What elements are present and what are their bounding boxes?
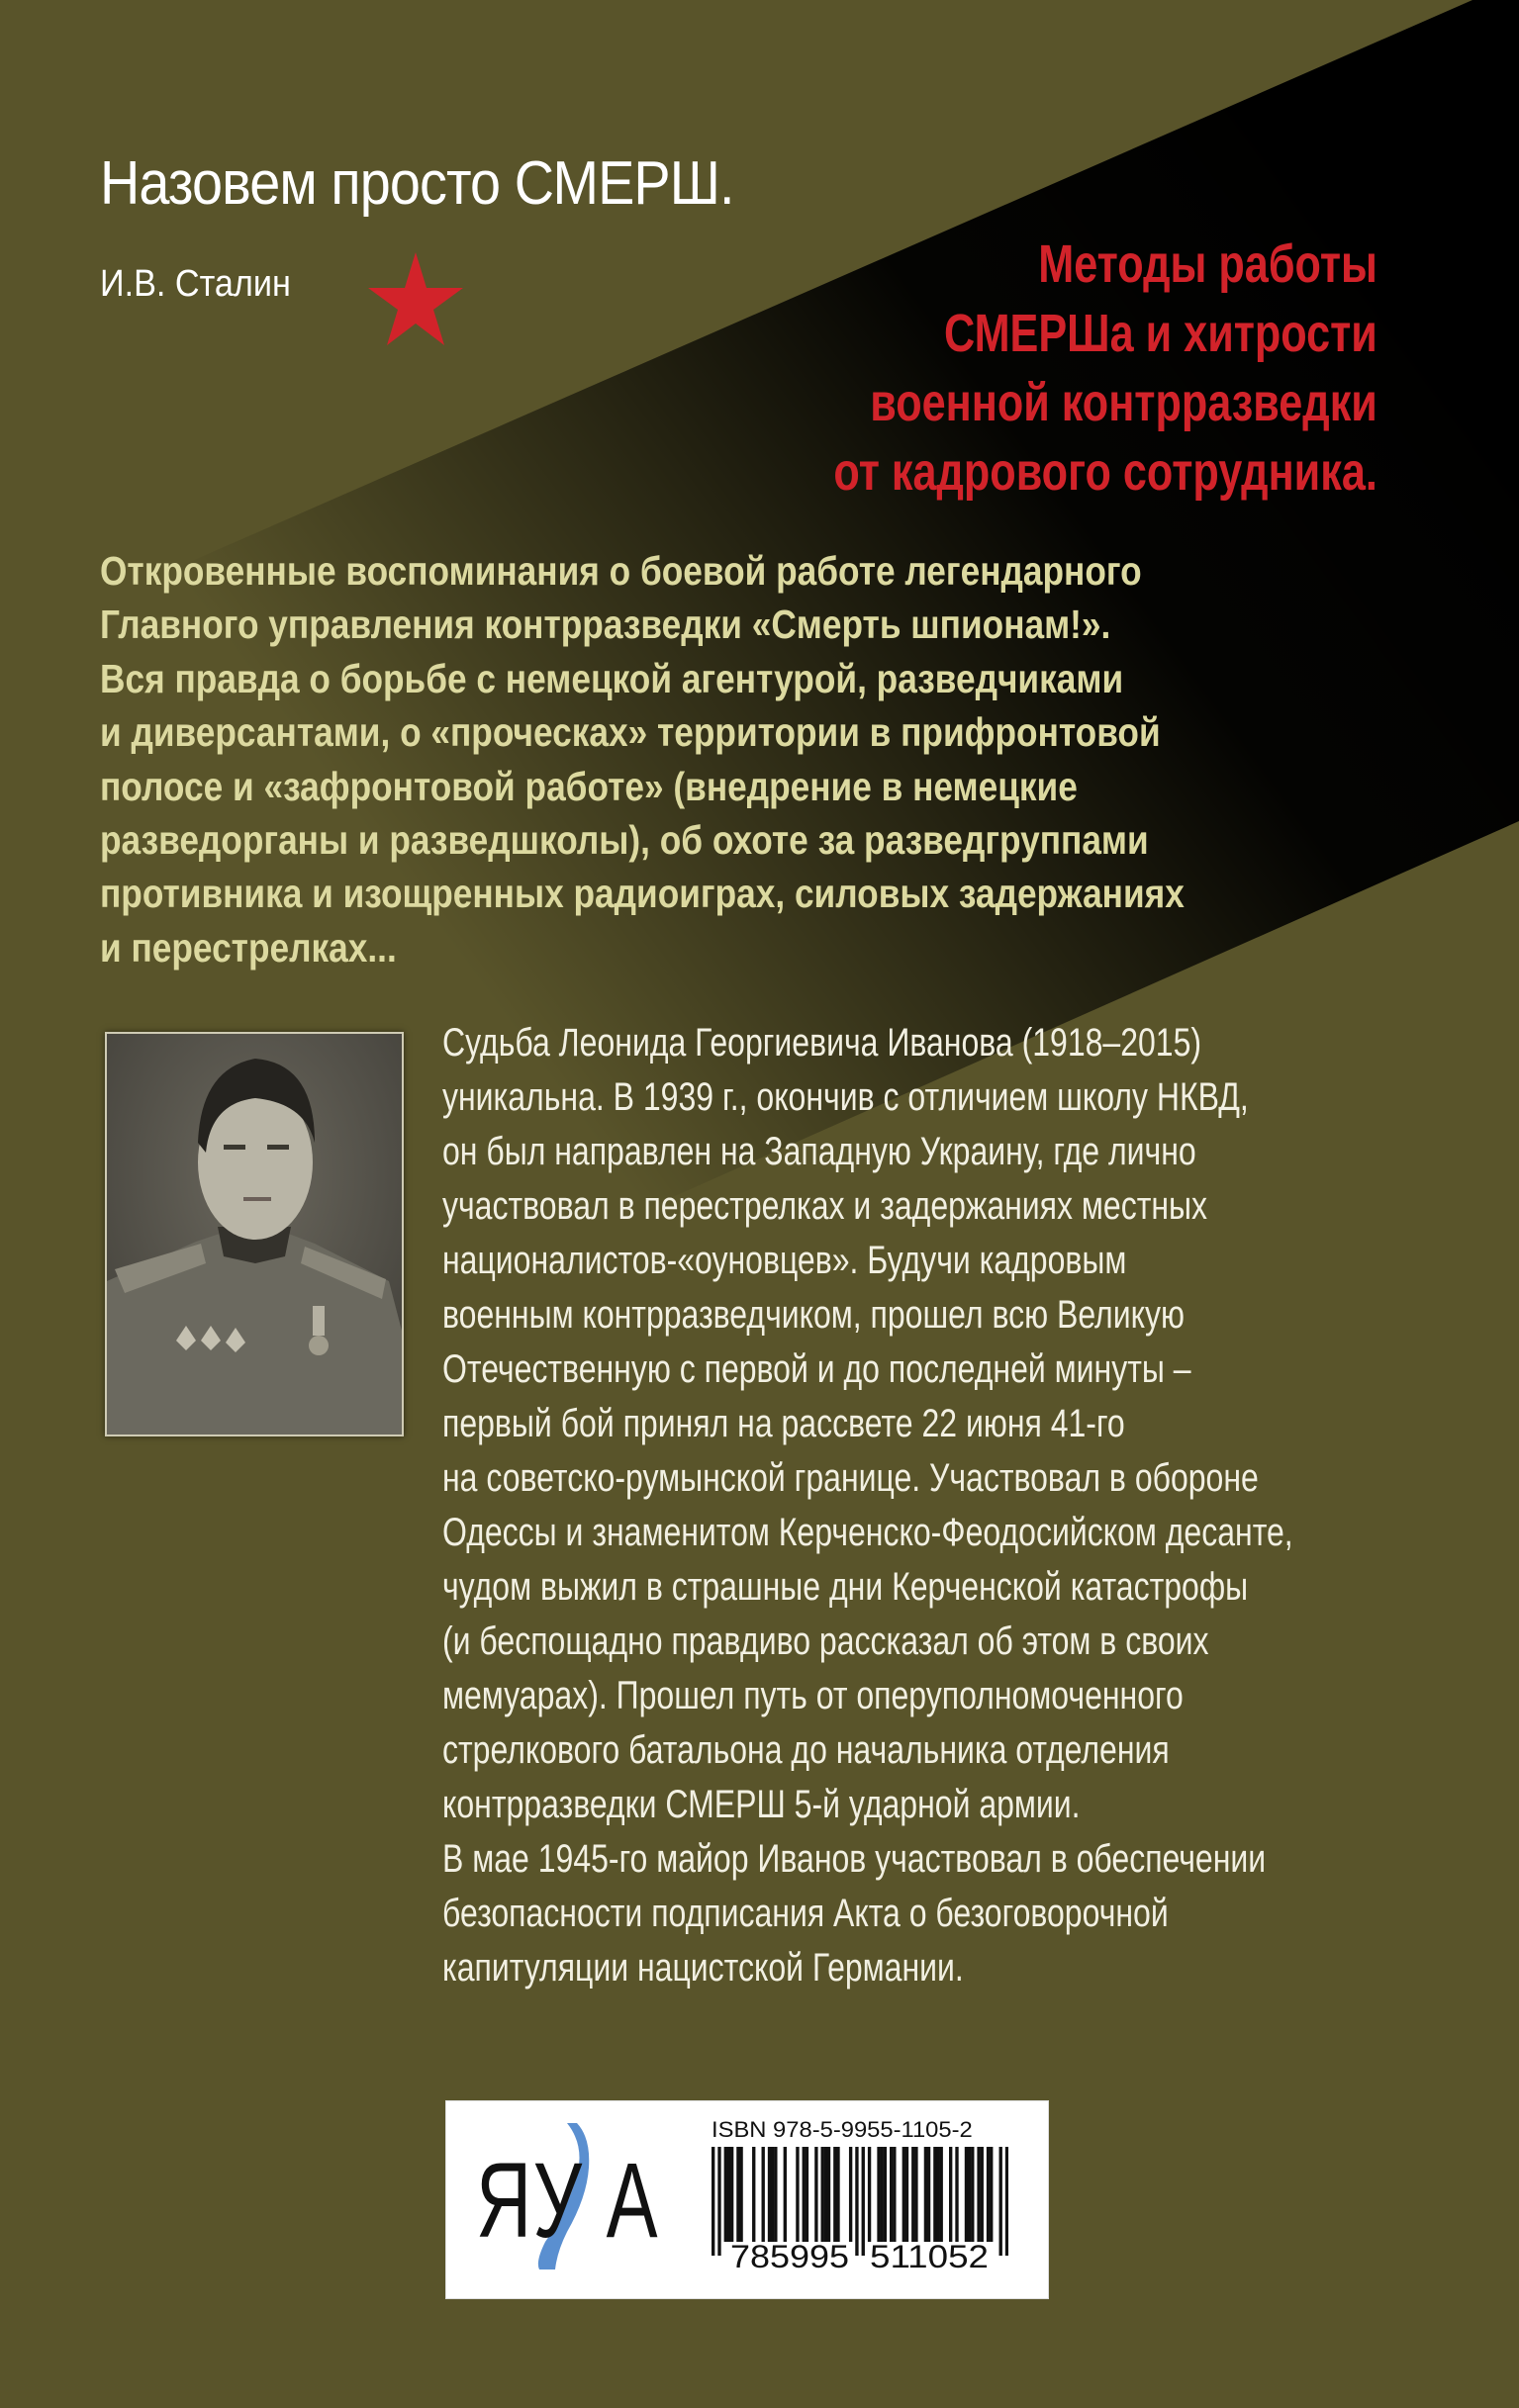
barcode-bar	[924, 2147, 927, 2242]
barcode-bar	[971, 2147, 974, 2242]
isbn-barcode-panel	[445, 2100, 1049, 2299]
bio-line: стрелкового батальона до начальника отделения	[442, 1728, 1170, 1772]
bio-line: участвовал в перестрелках и задержаниях местных	[442, 1184, 1208, 1228]
barcode-bar	[833, 2147, 836, 2242]
barcode-bar	[890, 2147, 893, 2242]
quote-author: И.В. Сталин	[100, 263, 291, 305]
tagline-line: военной контрразведки	[870, 373, 1377, 432]
barcode-bar	[905, 2147, 908, 2242]
bio-line: Одессы и знаменитом Керченско-Феодосийском десанте,	[442, 1511, 1293, 1554]
barcode-bar	[902, 2147, 905, 2242]
bio-line: первый бой принял на рассвете 22 июня 41-го	[442, 1402, 1125, 1445]
barcode-bar	[911, 2147, 914, 2242]
barcode-bar	[771, 2147, 774, 2242]
bio-line: националистов-«оуновцев». Будучи кадровым	[442, 1239, 1127, 1282]
barcode-bar	[803, 2147, 806, 2242]
barcode-bar	[824, 2147, 827, 2242]
barcode-bar	[999, 2147, 1002, 2256]
barcode-bar	[862, 2147, 865, 2256]
barcode-bar	[881, 2147, 884, 2242]
barcode-bar	[796, 2147, 799, 2242]
barcode-bar	[855, 2147, 858, 2256]
teaser-line: Главного управления контрразведки «Смерть шпионам!».	[100, 602, 1111, 648]
barcode-bar	[814, 2147, 817, 2242]
barcode-bar	[774, 2147, 777, 2242]
bio-line: В мае 1945-го майор Иванов участвовал в обеспечении	[442, 1837, 1267, 1881]
barcode-bar	[739, 2147, 742, 2242]
barcode-bar	[762, 2147, 765, 2242]
publisher-logo	[476, 2123, 664, 2271]
bio-line: капитуляции нацистской Германии.	[442, 1946, 964, 1990]
stalin-quote: Назовем просто СМЕРШ.	[100, 149, 734, 218]
bio-line: безопасности подписания Акта о безоговорочной	[442, 1892, 1169, 1935]
teaser-line: противника и изощренных радиоиграх, силовых задержаниях	[100, 871, 1185, 917]
barcode-bar	[768, 2147, 771, 2242]
bio-line: Судьба Леонида Георгиевича Иванова (1918–2015)	[442, 1021, 1202, 1065]
teaser-line: и диверсантами, о «проческах» территории в прифронтовой	[100, 709, 1161, 756]
tagline	[698, 230, 1377, 507]
barcode-bar	[784, 2147, 787, 2242]
barcode-bar	[955, 2147, 958, 2242]
tagline-line: от кадрового сотрудника.	[833, 442, 1377, 502]
barcode-bar	[914, 2147, 917, 2242]
barcode-bar	[936, 2147, 939, 2242]
bio-line: уникальна. В 1939 г., окончив с отличием школу НКВД,	[442, 1075, 1249, 1119]
bio-line: военным контрразведчиком, прошел всю Великую	[442, 1293, 1185, 1337]
barcode-bar	[836, 2147, 839, 2242]
teaser-paragraph	[100, 544, 1361, 974]
teaser-line: разведорганы и разведшколы), об охоте за разведгруппами	[100, 817, 1149, 864]
barcode-bar	[730, 2147, 733, 2242]
barcode-bar	[990, 2147, 993, 2242]
barcode-bar	[849, 2147, 852, 2242]
bio-line: Отечественную с первой и до последней минуты –	[442, 1347, 1191, 1391]
author-biography	[442, 1016, 1506, 1995]
bio-line: на советско-румынской границе. Участвовал в обороне	[442, 1456, 1259, 1500]
barcode-bar	[727, 2147, 730, 2242]
barcode-right-digits: 511052	[870, 2239, 989, 2269]
teaser-line: полосе и «зафронтовой работе» (внедрение в немецкие	[100, 763, 1078, 809]
barcode-bar	[968, 2147, 971, 2242]
barcode-bar	[877, 2147, 880, 2242]
barcode-bar	[884, 2147, 887, 2242]
barcode-bar	[821, 2147, 824, 2242]
barcode-bar	[933, 2147, 936, 2242]
bio-line: контрразведки СМЕРШ 5-й ударной армии.	[442, 1783, 1081, 1826]
bio-line: (и беспощадно правдиво рассказал об этом в своих	[442, 1620, 1209, 1663]
barcode-bar	[977, 2147, 980, 2242]
author-portrait-photo	[105, 1032, 404, 1436]
bio-line: чудом выжил в страшные дни Керченской катастрофы	[442, 1565, 1249, 1609]
barcode-left-digits: 785995	[730, 2239, 849, 2269]
isbn-number: ISBN 978-5-9955-1105-2	[712, 2117, 973, 2142]
barcode-bar	[940, 2147, 943, 2242]
ean13-barcode	[712, 2147, 1008, 2269]
barcode-bar	[827, 2147, 830, 2242]
bio-line: мемуарах). Прошел путь от оперуполномоченного	[442, 1674, 1184, 1717]
bio-line: он был направлен на Западную Украину, где лично	[442, 1130, 1196, 1173]
barcode-bar	[724, 2147, 727, 2242]
teaser-line: Вся правда о борьбе с немецкой агентурой, разведчиками	[100, 655, 1124, 701]
barcode-bar	[965, 2147, 968, 2242]
teaser-line: и перестрелках...	[100, 924, 397, 971]
barcode-bar	[712, 2147, 714, 2256]
barcode-bar	[927, 2147, 930, 2242]
barcode-bar	[893, 2147, 896, 2242]
teaser-line: Откровенные воспоминания о боевой работе легендарного	[100, 548, 1142, 594]
barcode-bar	[752, 2147, 755, 2242]
barcode-bar	[717, 2147, 720, 2256]
barcode-bar	[806, 2147, 808, 2242]
barcode-bar	[981, 2147, 984, 2242]
barcode-bar	[949, 2147, 952, 2242]
barcode-bar	[868, 2147, 871, 2242]
tagline-line: СМЕРШа и хитрости	[944, 304, 1377, 363]
red-star-icon	[366, 250, 465, 349]
svg-text:ЯУ А: ЯУ А	[476, 2140, 659, 2260]
barcode-bar	[736, 2147, 739, 2242]
tagline-line: Методы работы	[1038, 234, 1377, 294]
barcode-bar	[987, 2147, 990, 2242]
